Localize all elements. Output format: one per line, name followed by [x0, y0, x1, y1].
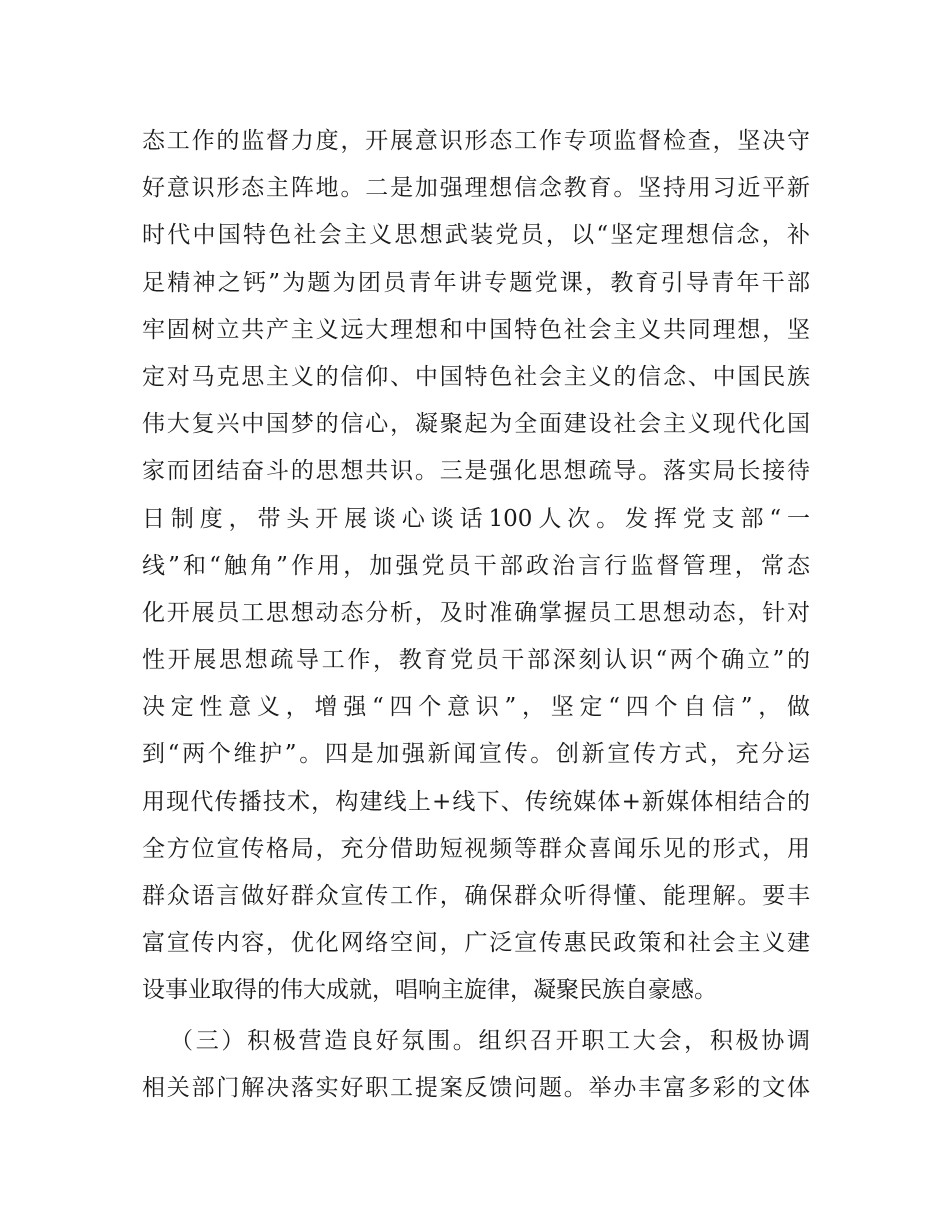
text-line: 时代中国特色社会主义思想武装党员，以“坚定理想信念，补 — [142, 222, 810, 249]
text-line: 到“两个维护”。四是加强新闻宣传。创新宣传方式，充分运 — [142, 741, 810, 768]
text-line: 用现代传播技术，构建线上+线下、传统媒体+新媒体相结合的 — [142, 788, 810, 815]
text-line: 牢固树立共产主义远大理想和中国特色社会主义共同理想，坚 — [142, 316, 810, 343]
paragraph-atmosphere — [142, 1018, 810, 1112]
text-line: 态工作的监督力度，开展意识形态工作专项监督检查，坚决守 — [142, 128, 810, 154]
text-line: 线”和“触角”作用，加强党员干部政治言行监督管理，常态 — [142, 552, 810, 579]
paragraph-ideology-work — [142, 118, 810, 1015]
text-line: 性开展思想疏导工作，教育党员干部深刻认识“两个确立”的 — [142, 647, 810, 674]
text-line: 足精神之钙”为题为团员青年讲专题党课，教育引导青年干部 — [142, 269, 810, 296]
text-line: 全方位宣传格局，充分借助短视频等群众喜闻乐见的形式，用 — [142, 835, 810, 862]
text-line: 日制度，带头开展谈心谈话100人次。发挥党支部“一 — [142, 505, 810, 532]
text-line: 化开展员工思想动态分析，及时准确掌握员工思想动态，针对 — [142, 599, 810, 626]
text-line: 定对马克思主义的信仰、中国特色社会主义的信念、中国民族 — [142, 363, 810, 390]
text-line: 家而团结奋斗的思想共识。三是强化思想疏导。落实局长接待 — [142, 458, 810, 485]
document-body — [142, 118, 810, 1112]
text-line: 设事业取得的伟大成就，唱响主旋律，凝聚民族自豪感。 — [142, 977, 717, 1004]
section-heading-line: （三）积极营造良好氛围。组织召开职工大会，积极协调 — [170, 1027, 810, 1054]
text-line: 相关部门解决落实好职工提案反馈问题。举办丰富多彩的文体 — [142, 1074, 810, 1101]
text-line: 富宣传内容，优化网络空间，广泛宣传惠民政策和社会主义建 — [142, 930, 810, 957]
text-line: 伟大复兴中国梦的信心，凝聚起为全面建设社会主义现代化国 — [142, 411, 810, 438]
text-line: 决定性意义，增强“四个意识”，坚定“四个自信”，做 — [142, 694, 810, 721]
text-line: 好意识形态主阵地。二是加强理想信念教育。坚持用习近平新 — [142, 175, 810, 202]
text-line: 群众语言做好群众宣传工作，确保群众听得懂、能理解。要丰 — [142, 883, 810, 909]
